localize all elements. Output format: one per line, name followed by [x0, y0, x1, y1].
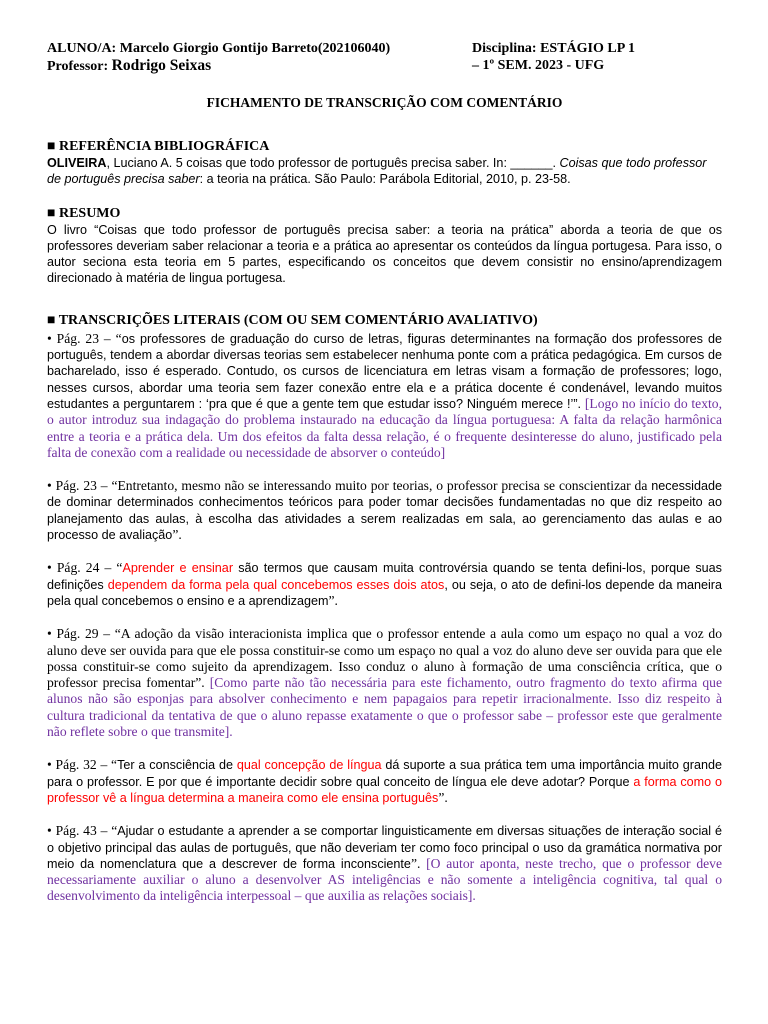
entry-quote-end: ”.: [328, 592, 338, 608]
entry-page-ref: • Pág. 23 – “: [47, 330, 122, 346]
reference-part-b: : a teoria na prática. São Paulo: Parábola Editorial, 2010, p. 23-58.: [199, 172, 571, 187]
entry-quote: necessidade de dominar determinados conhecimentos teóricos para poder tomar decisões fundamentadas no que diz respeito ao planejamento das aulas, à escolha das atividades a serem realizadas em sala, ao gerenciamento das aulas e ao processo de avaliação: [47, 479, 722, 543]
entry-quote: Ter a consciência de: [117, 758, 237, 773]
transcription-entry-3: [47, 560, 722, 609]
header-right: [472, 40, 722, 75]
transcription-entry-5: [47, 757, 722, 806]
page-title: FICHAMENTO DE TRANSCRIÇÃO COM COMENTÁRIO: [206, 95, 563, 110]
professor-name: Rodrigo Seixas: [111, 57, 212, 74]
header-left: [47, 40, 467, 75]
entry-comment: [Logo no início do texto, o autor introduz sua indagação do problema instaurado na educação da língua portuguesa: A falta da relação harmônica entre a teoria e a prática dela. Um dos efeitos da falta dessa relação, é o frequente desinteresse do aluno, justificado pela falta de conexão com a realidade ou necessidade de absorver o conteúdo]: [47, 395, 722, 460]
reference-part-a: , Luciano A. 5 coisas que todo professor de português precisa saber. In: ______.: [106, 156, 560, 170]
reference-author: OLIVEIRA: [47, 156, 107, 170]
entry-quote: são termos que causam muita controvérsia quando se tenta defini-los, porque suas definições: [47, 561, 722, 592]
header: [47, 40, 722, 75]
entry-quote: os professores de graduação do curso de letras, figuras determinantes na formação dos professores de português, tendem a abordar diversas teorias sem estabelecer nenhuma ponte com a prática pedagógica. Em cursos de bacharelado, isso é esperado. Contudo, os cursos de licenciatura em letras visam a formação de professores; logo, nesses cursos, abordar uma teoria sem fazer conexão entre ela e a prática docente é condenável, levando muitos estudantes a perguntarem : ‘pra que é que a gente tem que estudar isso? Ninguém merece !’”.: [47, 331, 723, 411]
entry-quote: Ajudar o estudante a aprender a se comportar linguisticamente em diversas situações de interação social é o objetivo principal das aulas de português, que não deveriam ter como foco principal o uso da gramática normativa por meio da nomenclatura que a descrever de forma inconsciente: [47, 824, 722, 871]
student-name: Marcelo Giorgio Gontijo Barreto(202106040): [119, 41, 391, 56]
entry-quote: dá suporte a sua prática tem uma importância muito grande para o professor. E por que é importante decidir sobre qual conceito de língua ele deve adotar? Porque: [47, 758, 722, 789]
student-label: ALUNO/A:: [47, 41, 117, 56]
transcription-entry-1: [47, 331, 722, 461]
professor-label: Professor:: [47, 59, 109, 74]
entry-quote-end: ”.: [172, 527, 182, 543]
entry-comment: [Como parte não tão necessária para este fichamento, outro fragmento do texto afirma que alunos não são esponjas para absolver conhecimento e nem papagaios para repetir irracionalmente. Isso diz respeito à cultura tradicional da tentativa de que o aluno repasse exatamente o que o professor sabe – professor este que geralmente não reflete sobre o que transmite].: [47, 675, 722, 740]
semester: – 1º SEM. 2023 - UFG: [472, 58, 605, 73]
entry-highlight: qual concepção de língua: [236, 758, 382, 773]
transcriptions-heading: ■ TRANSCRIÇÕES LITERAIS (COM OU SEM COMENTÁRIO AVALIATIVO): [47, 312, 538, 328]
entry-page-ref: • Pág. 43 – “: [47, 823, 118, 839]
entry-page-ref: • Pág. 24 – “: [47, 560, 123, 576]
reference-heading: ■ REFERÊNCIA BIBLIOGRÁFICA: [47, 139, 270, 154]
entry-page-ref: • Pág. 32 – “: [47, 757, 118, 773]
transcription-entry-6: [47, 823, 722, 904]
transcription-entry-2: [47, 478, 722, 543]
reference-book-title: Coisas que todo professor de português precisa saber: [47, 156, 707, 187]
entry-quote-end: ”.: [410, 855, 427, 871]
entry-comment: [O autor aponta, neste trecho, que o professor deve necessariamente auxiliar o aluno a desenvolver AS inteligências e não somente a inteligência cognitiva, tal qual o desenvolvimento da inteligência interpessoal – que auxilia as relações sociais].: [47, 855, 722, 904]
entry-quote: • Pág. 29 – “A adoção da visão interacionista implica que o professor entende a aula como um espaço no qual a voz do aluno deve ser ouvida para que ele possa constituir-se como um espaço no qual a voz do aluno deve ser ouvida para que ele possa constituir-se como sujeito da aprendizagem. Isso conduz o aluno à formação de uma consciência crítica, que o professor precisa fomentar”.: [47, 626, 722, 691]
entry-page-ref: • Pág. 23 – “Entretanto, mesmo não se interessando muito por teorias, o professor precisa se conscientizar da: [47, 478, 652, 494]
reference-text: [47, 155, 722, 188]
entry-quote-end: ”.: [438, 789, 448, 805]
entry-highlight: dependem da forma pela qual concebemos esses dois atos: [107, 577, 445, 592]
transcription-entry-4: [47, 626, 722, 740]
entry-highlight: a forma como o professor vê a língua determina a maneira como ele ensina português: [47, 774, 722, 805]
discipline: Disciplina: ESTÁGIO LP 1: [472, 41, 635, 56]
summary-heading: ■ RESUMO: [47, 205, 121, 221]
summary-text: O livro “Coisas que todo professor de português precisa saber: a teoria na prática” aborda a teoria de que os professores deveriam saber relacionar a teoria e a prática ao apresentar os conteúdos da língua portugesa. Para isso, o autor seciona esta teoria em 5 partes, especificando os conceitos que devem consistir no ensino/aprendizagem direcionado à matéria de lingua portugesa.: [47, 222, 722, 286]
entry-highlight: Aprender e ensinar: [122, 561, 234, 576]
document-page: [47, 40, 722, 905]
entry-quote: , ou seja, o ato de defini-los depende da maneira pela qual concebemos o ensino e a aprendizagem: [47, 577, 722, 608]
